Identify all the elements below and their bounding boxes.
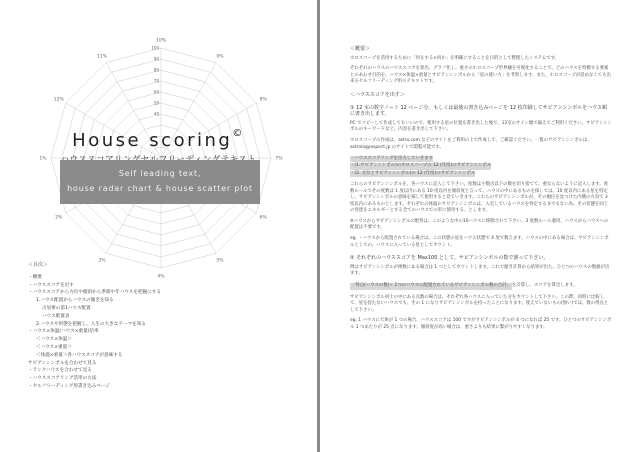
toc-item: サビアンシンボルを合わせて見る bbox=[28, 360, 97, 366]
toc-item: ・概要 bbox=[28, 274, 42, 280]
radar-tick-label: 100 bbox=[151, 45, 159, 51]
radar-tick-label: 70 bbox=[153, 78, 159, 84]
radar-axis-label: 12% bbox=[53, 97, 64, 103]
toc-item: ＜ハウス×重量＞ bbox=[36, 344, 72, 350]
toc-title: ＜目次＞ bbox=[28, 262, 49, 268]
radar-tick-label: 50 bbox=[153, 100, 159, 106]
radar-axis-label: 5% bbox=[216, 258, 224, 264]
radar-tick-label: 80 bbox=[153, 67, 159, 73]
highlighted-box bbox=[350, 155, 612, 178]
toc-item: ・ランクハウスを合わせて見る bbox=[28, 368, 92, 374]
document-title bbox=[0, 130, 317, 151]
box-line-3: ・(2. 方位とサビアンシンボル)の 12 (年度)のサビアンシンボル bbox=[350, 170, 476, 176]
toc-item: ・ハウス×体温(ハウス×重量)倍率 bbox=[28, 329, 99, 335]
radar-axis-label: 9% bbox=[216, 54, 224, 60]
overview-heading: ＜概要＞ bbox=[350, 46, 371, 52]
table-of-contents bbox=[28, 262, 298, 391]
overview-paragraph-1: ホロスコープを活用するために「何をする×何か」を明確にすることを目的として整理したシステムです。 bbox=[350, 55, 560, 61]
example-2: eg. 1 ハウスに天体が 1 つの場合、ハウススコアは 100 ですがサビアンシンボルが 4 つになれば 25 です。ひとつのサビアンシンボル 1 つあたりが 25 点になります。傾斜度が高い場合は、重さよりも結果に繋がりやすくなります。 bbox=[350, 318, 612, 330]
radar-axis-label: 1% bbox=[39, 156, 47, 162]
radar-axis-label: 10% bbox=[155, 38, 167, 44]
box-line-1: ・ハウススコアリングを出力していきます bbox=[350, 155, 434, 161]
step-1-paragraph-4: ※ハウスからサビアンシンボルの配列は、このような中の10ハウスに移動されて下さい。3 度数ルール適用、ハウスからハウスへの配置は不要です。 bbox=[350, 218, 609, 231]
document-page-right bbox=[320, 0, 640, 452]
title-text: House scoring bbox=[72, 130, 233, 151]
radar-tick-label: 90 bbox=[153, 56, 159, 62]
example-1: eg. ・ハウスから配置されている場合は、この状態の星をハウス状態で 4 度で数えます。ハウスの中にある場合は、サビアンシンボルとしての、ハウスに入っている星としてカウント。 bbox=[350, 236, 609, 248]
radar-axis-label: 8% bbox=[259, 97, 267, 103]
document-page-left bbox=[0, 0, 317, 452]
step-1-paragraph-1: PC でコピーして作成してもいいので、使用する星の位置を書き出した後で、12室のサイン順で揃えてご利用ください。サビアンシンボルのキーワードなど、内容を書き出して下さい。 bbox=[350, 120, 612, 133]
toc-list bbox=[28, 274, 298, 391]
toc-item: ・セルフリーディング用書き込みページ bbox=[28, 383, 110, 389]
title-mark: © bbox=[232, 128, 245, 139]
step-1-paragraph-2: ホロスコープの作成は、astro.com などのサイトをご利用の上で作成して、ご確認ください。一覧のサビアンシンボルは、astrologyaspect.jp のサイトで閲覧可能です。 bbox=[350, 137, 592, 150]
step-1-paragraph-3: これらのサビアンシンボルを、各ハウスに記入して下さい。度数は小数点以下の数を切り捨てて、重ならないように記入します。度数ルールでその度数は 1 度以内にある 10 度以内を傾斜度と言って、ハウスの中にあるものを探しては、10 度以内にある星を特定し、サビアンシンボルの意味を探して使用すると見ていきます。これらのサビアンシンボルが、その順位を見つけた内側の方向で 3 度以内にあるものとします。それぞれの体温のサビアンシンボルは、入室しているハウスを特定するまでもない為、その状態を同じの発達をエネルギーとする全てのハウスでの形に使用する、とします。 bbox=[350, 181, 609, 214]
step-2-paragraph-1: 例はサビアンシンボルが複数にある場合は 1 つとしてカウントします。これで傾き計算から結果が出た、ひとつのハウスの数値が出ます。 bbox=[350, 264, 610, 277]
radar-axis-label: 6% bbox=[259, 215, 267, 221]
band-line-1: Self leading text, bbox=[118, 169, 202, 178]
toc-item: 2.ハウスや形態を把握し、人生の大きなテーマを知る bbox=[36, 321, 146, 327]
radar-axis-label: 4% bbox=[157, 274, 165, 280]
radar-axis-label: 11% bbox=[96, 54, 108, 60]
toc-item: ・ハウススコアを出す bbox=[28, 282, 74, 288]
toc-item: ・ハウススコアから方位や傾斜から季節や年ハウスを把握にする bbox=[28, 290, 161, 296]
house-score-heading: ＜ハウススコアを出す＞ bbox=[350, 91, 405, 98]
radar-axis-label: 7% bbox=[275, 156, 283, 162]
radar-tick-label: 60 bbox=[153, 89, 159, 95]
step-1-heading: ① 12 室の数字ノート 12 ページ分、もしくは最後の書き込みページを 12 枚印刷してサビアンシンボルをハウス順に書き出します。 bbox=[350, 104, 608, 118]
overview-paragraph-2: それぞれのハウスのハウススコアを算出、グラフ化し、重さのホロスコープ世界観を可視化することで、どのハウスを特徴する要素とのあわせ目的を、ハウス×体温×重量とサビアンシンボルから「星の使い方」を考察します。また、ホロスコープが読めなくても出来るセルフリーディング用のテキストです。 bbox=[350, 66, 611, 85]
step-2-formula-line bbox=[350, 282, 612, 291]
toc-item: 1.ハウス配置からハウスの傾きを知る bbox=[36, 298, 114, 304]
right-page-content bbox=[350, 40, 612, 336]
formula-suffix: を計算し、スコアを算出します。 bbox=[511, 283, 578, 289]
toc-item: ＜体温×重量＞各ハウススコアが意味する bbox=[36, 352, 123, 358]
step-2-paragraph-2: サビアンシンボル同士の中にある点数の場合は、それぞれ各ハウスに入っていた分をカウントして下さい。この際、同時に比較して、星を持たないハウスでも、その 1 になりサビアンシンボルを持ったことになります。使えていないもの(無い)では、数の得点として下さい。 bbox=[350, 294, 609, 313]
toc-item: ＜ハウス×体温＞ bbox=[36, 337, 72, 343]
formula-highlight: 「得点(ハウスの数)÷ 1つのハウスに配置されているサビアンシンボル数の合計」 bbox=[351, 283, 511, 289]
band-line-2: house radar chart & house scatter plot bbox=[67, 184, 253, 193]
box-line-2: ・(1.サビアンシンボル)のホロスコープの 12 (年度)のサビアンシンボル bbox=[350, 163, 492, 169]
step-2-heading: ② それぞれのハウススコアを Max100 として、サビアンシンボルの数で割って下さい。 bbox=[350, 255, 549, 262]
radar-axis-label: 2% bbox=[55, 215, 63, 221]
radar-axis-label: 3% bbox=[98, 258, 106, 264]
toc-item: ハウス配置表 bbox=[42, 313, 70, 319]
subtitle-band bbox=[60, 160, 260, 204]
toc-item: 占星術の第1ハウス配置 bbox=[42, 305, 91, 311]
toc-item: ・ハウススコアリング活用の方法 bbox=[28, 376, 97, 382]
radar-tick-label: 40 bbox=[153, 111, 159, 117]
